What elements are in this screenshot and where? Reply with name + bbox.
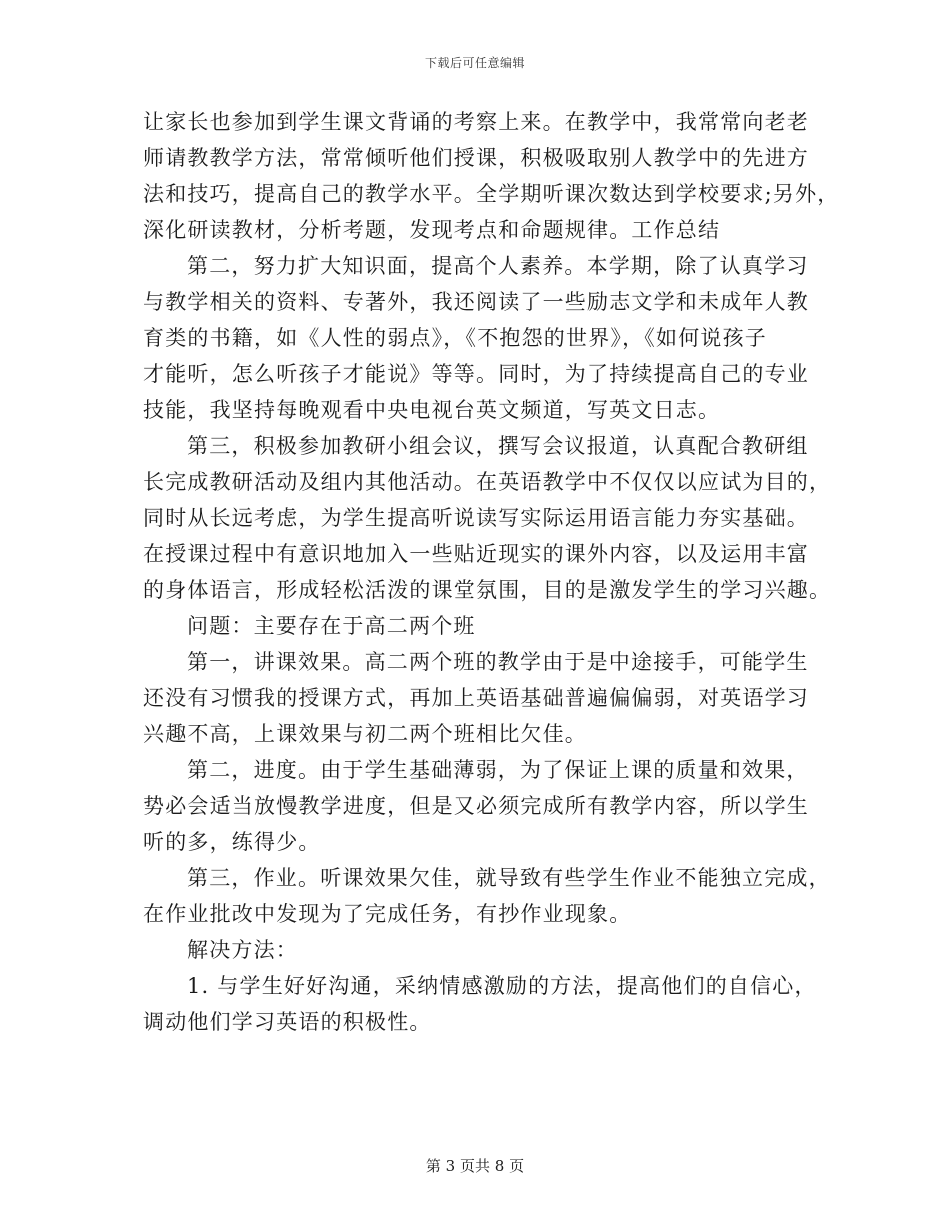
text-line: 让家长也参加到学生课文背诵的考察上来。在教学中，我常常向老老 [143,110,809,134]
text-line: 师请教教学方法，常常倾听他们授课，积极吸取别人教学中的先进方 [143,146,809,170]
text-line: 与教学相关的资料、专著外，我还阅读了一些励志文学和未成年人教 [143,290,809,314]
text-line: 问题：主要存在于高二两个班 [187,614,476,638]
text-line: 还没有习惯我的授课方式，再加上英语基础普遍偏偏弱，对英语学习 [143,686,809,710]
text-line: 势必会适当放慢教学进度，但是又必须完成所有教学内容，所以学生 [143,794,809,818]
text-line: 第三，积极参加教研小组会议，撰写会议报道，认真配合教研组 [187,434,809,458]
body-text [143,104,840,1040]
text-line: 才能听，怎么听孩子才能说》等等。同时，为了持续提高自己的专业 [143,362,809,386]
page-header: 下载后可任意编辑 [424,56,525,70]
text-line: 同时从长远考虑，为学生提高听说读写实际运用语言能力夯实基础。 [143,506,809,530]
text-line: 第二，进度。由于学生基础薄弱，为了保证上课的质量和效果， [187,758,809,782]
text-line: 长完成教研活动及组内其他活动。在英语教学中不仅仅以应试为目的， [143,470,832,494]
text-line: 第二，努力扩大知识面，提高个人素养。本学期，除了认真学习 [187,254,809,278]
text-line: 解决方法： [187,938,298,962]
text-line: 技能，我坚持每晚观看中央电视台英文频道，写英文日志。 [143,398,721,422]
text-line: 第三，作业。听课效果欠佳，就导致有些学生作业不能独立完成， [187,866,831,890]
text-line: 听的多，练得少。 [143,830,321,854]
text-line: 在作业批改中发现为了完成任务，有抄作业现象。 [143,902,632,926]
page-footer: 第 3 页共 8 页 [425,1157,525,1175]
text-line: 1. 与学生好好沟通，采纳情感激励的方法，提高他们的自信心， [187,974,817,998]
text-line: 在授课过程中有意识地加入一些贴近现实的课外内容，以及运用丰富 [143,542,809,566]
text-line: 第一，讲课效果。高二两个班的教学由于是中途接手，可能学生 [187,650,809,674]
text-line: 深化研读教材，分析考题，发现考点和命题规律。工作总结 [143,218,721,242]
text-line: 调动他们学习英语的积极性。 [143,1010,432,1034]
text-line: 兴趣不高，上课效果与初二两个班相比欠佳。 [143,722,587,746]
text-line: 的身体语言，形成轻松活泼的课堂氛围，目的是激发学生的学习兴趣。 [143,578,832,602]
text-line: 法和技巧，提高自己的教学水平。全学期听课次数达到学校要求;另外， [143,182,840,206]
text-line: 育类的书籍，如《人性的弱点》，《不抱怨的世界》，《如何说孩子 [143,326,767,350]
